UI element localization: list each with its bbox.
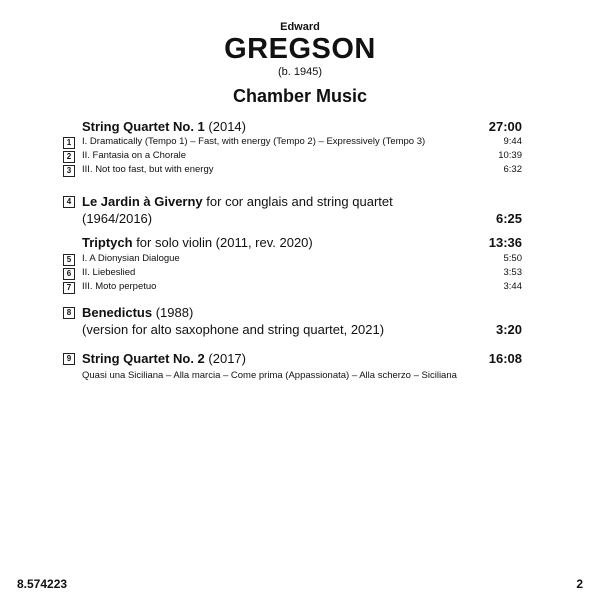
work-info-line2: (version for alto saxophone and string quartet, 2021) — [82, 322, 385, 337]
work-duration: 6:25 — [495, 211, 522, 226]
work-title: Triptych — [82, 235, 133, 250]
track-number: 5 — [63, 254, 75, 266]
track-number: 9 — [63, 353, 75, 365]
work-benedictus — [82, 304, 522, 338]
movement-duration: 10:39 — [498, 150, 522, 161]
movement-duration: 6:32 — [503, 164, 522, 175]
work-duration: 3:20 — [495, 322, 522, 337]
movement-item — [82, 164, 522, 176]
work-info: (1988) — [152, 305, 194, 320]
movement-name: I. Dramatically (Tempo 1) – Fast, with energy (Tempo 2) – Expressively (Tempo 3) — [82, 136, 426, 147]
work-string-quartet-1 — [82, 118, 522, 135]
work-info-line2: (1964/2016) — [82, 211, 153, 226]
movement-item — [82, 253, 522, 265]
movement-item — [82, 136, 522, 148]
composer-first-name: Edward — [280, 21, 320, 33]
work-info: for cor anglais and string quartet — [202, 194, 393, 209]
movement-list-note: Quasi una Siciliana – Alla marcia – Come prima (Appassionata) – Alla scherzo – Siciliana — [82, 370, 457, 381]
movement-item — [82, 267, 522, 279]
movement-item — [82, 281, 522, 293]
movement-duration: 9:44 — [503, 136, 522, 147]
movement-item — [82, 150, 522, 162]
movement-duration: 3:44 — [503, 281, 522, 292]
work-title: Le Jardin à Giverny — [82, 194, 203, 209]
track-number: 4 — [63, 196, 75, 208]
page-number: 2 — [576, 577, 583, 591]
movement-name: III. Not too fast, but with energy — [82, 164, 214, 175]
work-title: Benedictus — [82, 305, 153, 320]
movement-name: I. A Dionysian Dialogue — [82, 253, 180, 264]
work-title: String Quartet No. 1 — [82, 119, 205, 134]
movement-name: II. Fantasia on a Chorale — [82, 150, 187, 161]
work-duration: 13:36 — [488, 235, 522, 250]
work-duration: 16:08 — [488, 351, 522, 366]
track-number: 6 — [63, 268, 75, 280]
work-info: (2014) — [204, 119, 246, 134]
work-le-jardin-a-giverny — [82, 193, 522, 227]
track-number: 1 — [63, 137, 75, 149]
work-info: (2017) — [204, 351, 246, 366]
composer-surname: GREGSON — [224, 33, 376, 65]
movement-name: III. Moto perpetuo — [82, 281, 157, 292]
catalog-number: 8.574223 — [17, 577, 68, 591]
track-number: 7 — [63, 282, 75, 294]
movement-duration: 5:50 — [503, 253, 522, 264]
composer-dates: (b. 1945) — [277, 66, 323, 78]
work-info: for solo violin (2011, rev. 2020) — [132, 235, 313, 250]
track-number: 8 — [63, 307, 75, 319]
movement-duration: 3:53 — [503, 267, 522, 278]
work-duration: 27:00 — [488, 119, 522, 134]
movement-name: II. Liebeslied — [82, 267, 136, 278]
work-title: String Quartet No. 2 — [82, 351, 205, 366]
album-subtitle: Chamber Music — [232, 86, 368, 106]
track-number: 2 — [63, 151, 75, 163]
work-string-quartet-2 — [82, 350, 522, 367]
track-number: 3 — [63, 165, 75, 177]
work-triptych — [82, 234, 522, 251]
